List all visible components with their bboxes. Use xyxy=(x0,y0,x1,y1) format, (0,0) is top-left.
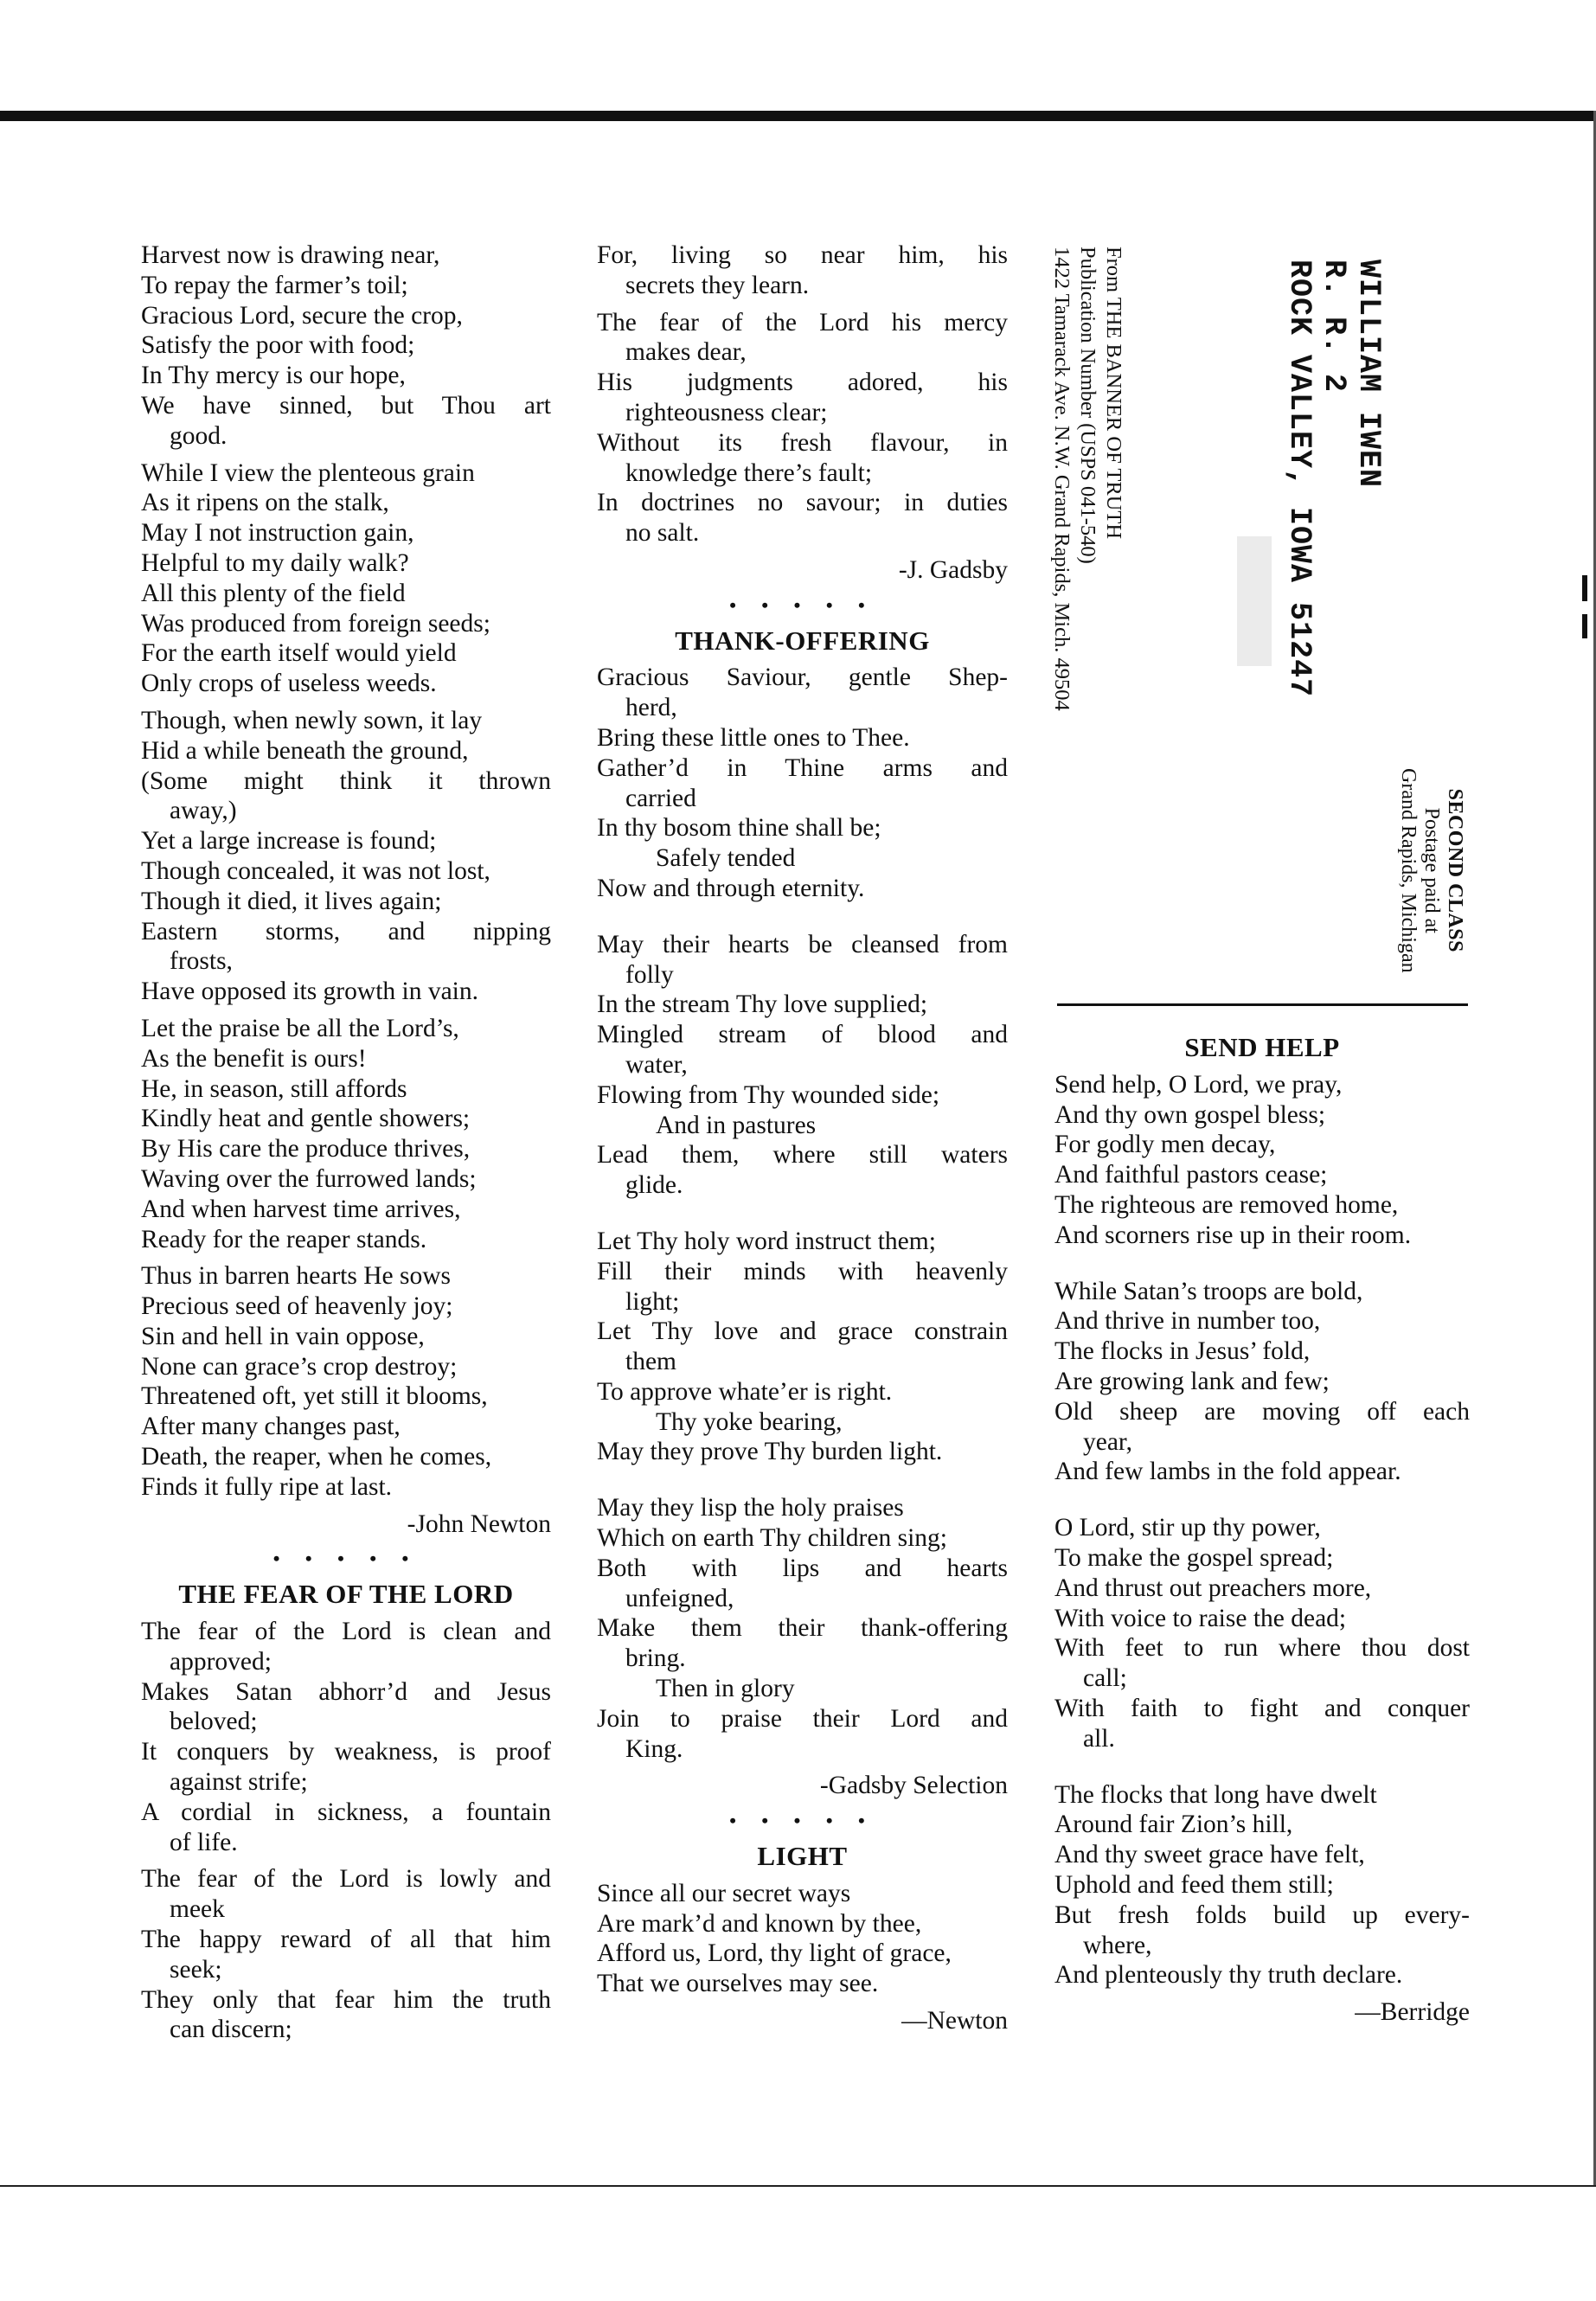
poem-line: Let Thy love and grace constrain xyxy=(597,1317,1008,1346)
poem-line: water, xyxy=(625,1050,688,1079)
thank-stanza-2 xyxy=(597,930,1008,1201)
poem-line: And thy sweet grace have felt, xyxy=(1054,1841,1365,1869)
light-stanza xyxy=(597,1879,1008,1999)
poem-line: Now and through eternity. xyxy=(597,874,865,902)
poem-line: In thy bosom thine shall be; xyxy=(597,814,881,843)
poem-line: That we ourselves may see. xyxy=(597,1970,879,1998)
poem-line: year, xyxy=(1083,1427,1132,1456)
poem-line: As the benefit is ours! xyxy=(141,1044,367,1073)
attribution: -Gadsby Selection xyxy=(819,1772,1008,1800)
column-middle xyxy=(597,240,1008,2041)
poem-line: Both with lips and hearts xyxy=(597,1554,1008,1582)
poem-title: SEND HELP xyxy=(1184,1032,1340,1062)
poem-line: Though concealed, it was not lost, xyxy=(141,856,490,885)
poem-line: With feet to run where thou dost xyxy=(1054,1634,1470,1663)
poem-line: unfeigned, xyxy=(625,1584,734,1612)
harvest-stanza-2 xyxy=(141,458,551,699)
poem-line: Are mark’d and known by thee, xyxy=(597,1909,922,1938)
poem-line: In the stream Thy love supplied; xyxy=(597,990,928,1019)
poem-line: frosts, xyxy=(170,947,233,976)
poem-title: THE FEAR OF THE LORD xyxy=(178,1579,514,1610)
poem-title: THANK-OFFERING xyxy=(675,625,930,656)
poem-line: Make them their thank-offering xyxy=(597,1614,1008,1643)
poem-line: Old sheep are moving off each xyxy=(1054,1397,1470,1426)
poem-line: The fear of the Lord his mercy xyxy=(597,308,1008,336)
section-divider: • • • • • xyxy=(729,1810,875,1832)
poem-line: Waving over the furrowed lands; xyxy=(141,1164,477,1193)
fear-stanza-2 xyxy=(141,1864,551,2045)
poem-line: where, xyxy=(1083,1931,1152,1959)
poem-line: After many changes past, xyxy=(141,1413,401,1441)
postage-class: SECOND CLASS xyxy=(1444,788,1466,952)
help-stanza-2 xyxy=(1054,1277,1470,1488)
attribution: —Berridge xyxy=(1355,1998,1470,2027)
poem-line: Are growing lank and few; xyxy=(1054,1367,1330,1395)
scan-top-edge xyxy=(0,111,1596,121)
poem-line: In doctrines no savour; in duties xyxy=(597,489,1008,517)
poem-line: Makes Satan abhorr’d and Jesus xyxy=(141,1677,551,1706)
poem-line: For, living so near him, his xyxy=(597,241,1008,269)
poem-line: Precious seed of heavenly joy; xyxy=(141,1292,453,1321)
poem-line: He, in season, still affords xyxy=(141,1074,407,1103)
attribution: —Newton xyxy=(901,2007,1008,2035)
poem-line: May I not instruction gain, xyxy=(141,519,414,548)
poem-line: can discern; xyxy=(170,2016,292,2044)
poem-line: Gather’d in Thine arms and xyxy=(597,753,1008,782)
poem-line: (Some might think it thrown xyxy=(141,766,551,795)
poem-line: away,) xyxy=(170,797,237,825)
poem-line: bring. xyxy=(625,1644,686,1673)
poem-line: With voice to raise the dead; xyxy=(1054,1604,1347,1632)
poem-line: But fresh folds build up every- xyxy=(1054,1900,1470,1929)
fear-stanza-3 xyxy=(597,308,1008,548)
margin-mark xyxy=(1582,614,1587,638)
poem-line: beloved; xyxy=(170,1708,258,1736)
poem-line: Which on earth Thy children sing; xyxy=(597,1524,947,1553)
help-stanza-4 xyxy=(1054,1780,1470,1991)
section-divider: • • • • • xyxy=(729,593,875,616)
poem-line: no salt. xyxy=(625,519,700,548)
attribution: -J. Gadsby xyxy=(898,555,1008,584)
poem-line: For godly men decay, xyxy=(1054,1131,1276,1159)
poem-line: The flocks in Jesus’ fold, xyxy=(1054,1337,1311,1366)
poem-line: Around fair Zion’s hill, xyxy=(1054,1811,1293,1839)
poem-line: And thrust out preachers more, xyxy=(1054,1574,1372,1602)
poem-line: Ready for the reaper stands. xyxy=(141,1225,427,1253)
poem-line: approved; xyxy=(170,1647,272,1676)
poem-line: Only crops of useless weeds. xyxy=(141,670,437,698)
poem-line: Eastern storms, and nipping xyxy=(141,917,551,945)
poem-line: To approve whate’er is right. xyxy=(597,1377,893,1406)
thank-stanza-3 xyxy=(597,1227,1008,1467)
poem-line: Uphold and feed them still; xyxy=(1054,1870,1334,1899)
scan-bottom-edge xyxy=(0,2185,1596,2187)
poem-line: And plenteously thy truth declare. xyxy=(1054,1961,1403,1990)
poem-line: Without its fresh flavour, in xyxy=(597,428,1008,457)
fear-stanza-2-cont xyxy=(597,240,1008,301)
poem-line: makes dear, xyxy=(625,338,747,367)
column-left xyxy=(141,240,551,2052)
poem-line: Helpful to my daily walk? xyxy=(141,548,409,577)
poem-line: May their hearts be cleansed from xyxy=(597,930,1008,958)
poem-line: Safely tended xyxy=(656,844,796,873)
poem-line: Flowing from Thy wounded side; xyxy=(597,1080,940,1109)
poem-line: Lead them, where still waters xyxy=(597,1141,1008,1170)
poem-line: And in pastures xyxy=(656,1111,817,1139)
poem-line: For the earth itself would yield xyxy=(141,639,457,668)
address-line: WILLIAM IWEN xyxy=(1351,260,1386,489)
poem-line: Hid a while beneath the ground, xyxy=(141,736,469,765)
poem-line: light; xyxy=(625,1287,680,1316)
poem-line: righteousness clear; xyxy=(625,398,828,426)
poem-line: Was produced from foreign seeds; xyxy=(141,609,490,638)
poem-line: To repay the farmer’s toil; xyxy=(141,271,408,299)
poem-line: Afford us, Lord, thy light of grace, xyxy=(597,1939,952,1968)
poem-line: Finds it fully ripe at last. xyxy=(141,1472,393,1501)
poem-line: call; xyxy=(1083,1664,1127,1693)
poem-line: Let the praise be all the Lord’s, xyxy=(141,1014,459,1042)
poem-line: against strife; xyxy=(170,1768,308,1797)
poem-line: Gracious Saviour, gentle Shep- xyxy=(597,663,1008,692)
poem-line: And thy own gospel bless; xyxy=(1054,1100,1326,1129)
poem-line: Satisfy the poor with food; xyxy=(141,331,415,360)
poem-line: With faith to fight and conquer xyxy=(1054,1694,1470,1722)
poem-line: As it ripens on the stalk, xyxy=(141,489,389,517)
thank-stanza-1 xyxy=(597,663,1008,903)
publisher-line: 1422 Tamarack Ave. N.W. Grand Rapids, Mich. 49504 xyxy=(1050,247,1074,711)
poem-line: Threatened oft, yet still it blooms, xyxy=(141,1382,488,1411)
poem-line: King. xyxy=(625,1734,683,1763)
poem-line: The fear of the Lord is clean and xyxy=(141,1618,551,1646)
poem-line: To make the gospel spread; xyxy=(1054,1543,1334,1572)
poem-line: carried xyxy=(625,784,696,812)
column-right xyxy=(1054,1031,1470,2033)
poem-line: folly xyxy=(625,960,674,989)
poem-line: The flocks that long have dwelt xyxy=(1054,1780,1377,1809)
poem-line: And few lambs in the fold appear. xyxy=(1054,1458,1401,1486)
poem-line: Though it died, it lives again; xyxy=(141,887,442,915)
section-divider: • • • • • xyxy=(272,1548,420,1570)
poem-line: Thy yoke bearing, xyxy=(656,1407,843,1436)
address-line: ROCK VALLEY, IOWA 51247 xyxy=(1282,260,1317,698)
poem-line: The happy reward of all that him xyxy=(141,1926,551,1954)
poem-line: Sin and hell in vain oppose, xyxy=(141,1322,425,1350)
poem-line: Since all our secret ways xyxy=(597,1879,851,1907)
poem-line: O Lord, stir up thy power, xyxy=(1054,1514,1321,1542)
poem-line: By His care the produce thrives, xyxy=(141,1135,471,1163)
margin-mark xyxy=(1582,575,1587,601)
poem-line: Let Thy holy word instruct them; xyxy=(597,1227,936,1255)
thank-stanza-4 xyxy=(597,1493,1008,1764)
address-line: R. R. 2 xyxy=(1317,260,1351,394)
harvest-stanza-5 xyxy=(141,1261,551,1502)
poem-line: Then in glory xyxy=(656,1675,795,1703)
poem-line: Join to praise their Lord and xyxy=(597,1704,1008,1733)
poem-line: knowledge there’s fault; xyxy=(625,458,873,487)
poem-line: And scorners rise up in their room. xyxy=(1054,1221,1412,1249)
poem-line: meek xyxy=(170,1895,225,1924)
poem-line: Yet a large increase is found; xyxy=(141,827,437,856)
mailer-divider xyxy=(1057,1003,1468,1006)
poem-line: glide. xyxy=(625,1171,683,1200)
postage-city: Grand Rapids, Michigan xyxy=(1397,768,1420,973)
poem-line: His judgments adored, his xyxy=(597,369,1008,397)
poem-line: None can grace’s crop destroy; xyxy=(141,1352,458,1381)
poem-line: Death, the reaper, when he comes, xyxy=(141,1443,492,1471)
poem-line: Send help, O Lord, we pray, xyxy=(1054,1070,1343,1099)
mailing-address-label xyxy=(1282,260,1386,697)
poem-line: seek; xyxy=(170,1955,222,1984)
poem-line: And when harvest time arrives, xyxy=(141,1195,461,1223)
help-stanza-3 xyxy=(1054,1513,1470,1753)
poem-line: The fear of the Lord is lowly and xyxy=(141,1865,551,1894)
harvest-stanza-1 xyxy=(141,240,551,452)
help-stanza-1 xyxy=(1054,1070,1470,1251)
publisher-line: From THE BANNER OF TRUTH xyxy=(1102,247,1125,540)
poem-line: And thrive in number too, xyxy=(1054,1307,1321,1336)
publisher-line: Publication Number (USPS 041-540) xyxy=(1076,247,1099,564)
poem-line: Harvest now is drawing near, xyxy=(141,241,440,269)
poem-line: Thus in barren hearts He sows xyxy=(141,1262,452,1291)
poem-line: In Thy mercy is our hope, xyxy=(141,362,406,390)
poem-line: While I view the plenteous grain xyxy=(141,458,475,487)
poem-line: All this plenty of the field xyxy=(141,579,406,607)
poem-title: LIGHT xyxy=(757,1841,848,1872)
poem-line: of life. xyxy=(170,1828,238,1856)
poem-line: And faithful pastors cease; xyxy=(1054,1161,1328,1189)
publisher-block xyxy=(1048,247,1126,711)
poem-line: good. xyxy=(170,421,228,450)
harvest-stanza-4 xyxy=(141,1014,551,1254)
poem-line: May they lisp the holy praises xyxy=(597,1494,904,1522)
poem-line: herd, xyxy=(625,694,677,722)
poem-line: Fill their minds with heavenly xyxy=(597,1257,1008,1285)
poem-line: While Satan’s troops are bold, xyxy=(1054,1277,1363,1305)
fear-stanza-1 xyxy=(141,1617,551,1857)
poem-line: them xyxy=(625,1348,676,1376)
poem-line: May they prove Thy burden light. xyxy=(597,1438,943,1466)
poem-line: It conquers by weakness, is proof xyxy=(141,1738,551,1766)
postage-indicia xyxy=(1396,768,1466,973)
harvest-stanza-3 xyxy=(141,706,551,1007)
poem-line: We have sinned, but Thou art xyxy=(141,391,551,420)
poem-line: Kindly heat and gentle showers; xyxy=(141,1105,471,1133)
postage-paid: Postage paid at xyxy=(1420,807,1443,933)
poem-line: Gracious Lord, secure the crop, xyxy=(141,301,463,330)
poem-line: all. xyxy=(1083,1724,1115,1753)
poem-line: Bring these little ones to Thee. xyxy=(597,723,910,752)
poem-line: secrets they learn. xyxy=(625,271,810,299)
poem-line: Mingled stream of blood and xyxy=(597,1021,1008,1049)
poem-line: The righteous are removed home, xyxy=(1054,1190,1399,1219)
poem-line: Though, when newly sown, it lay xyxy=(141,706,483,734)
poem-line: Have opposed its growth in vain. xyxy=(141,977,478,1006)
poem-line: They only that fear him the truth xyxy=(141,1985,551,2014)
postmark-smudge xyxy=(1237,536,1272,666)
attribution: -John Newton xyxy=(407,1509,551,1538)
poem-line: A cordial in sickness, a fountain xyxy=(141,1798,551,1826)
